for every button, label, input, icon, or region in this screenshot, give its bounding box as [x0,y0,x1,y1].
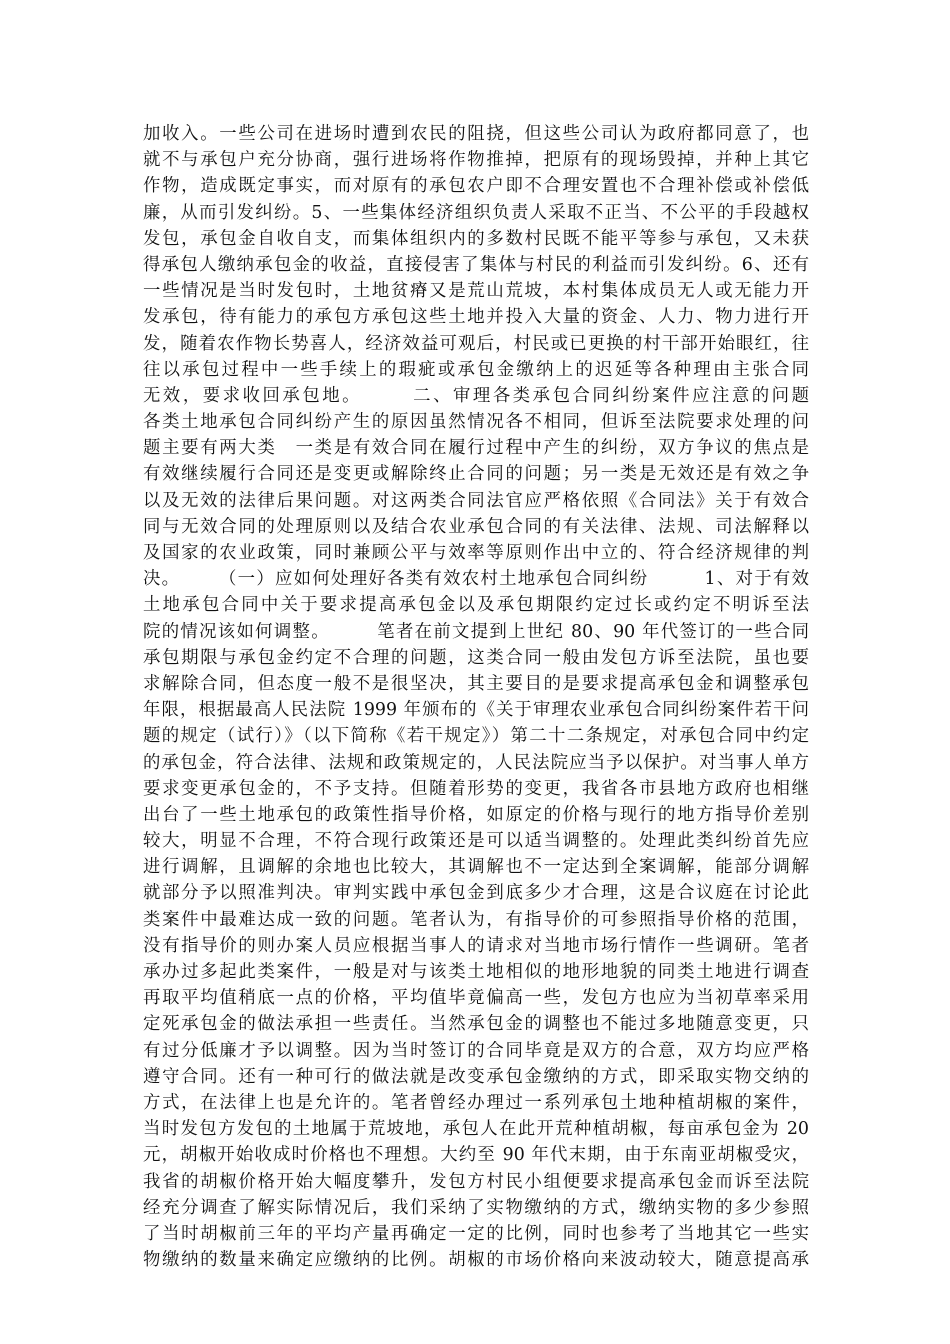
text-line: 决。 （一）应如何处理好各类有效农村土地承包合同纠纷 1、对于有效 [143,569,809,590]
text-line: 加收入。一些公司在进场时遭到农民的阻挠，但这些公司认为政府都同意了，也 [143,124,809,144]
text-line: 得承包人缴纳承包金的收益，直接侵害了集体与村民的利益而引发纠纷。6、还有 [143,254,809,275]
text-line: 定死承包金的做法承担一些责任。当然承包金的调整也不能过多地随意变更，只 [143,1014,809,1035]
text-line: 土地承包合同中关于要求提高承包金以及承包期限约定过长或约定不明诉至法 [143,595,809,616]
text-line: 发，随着农作物长势喜人，经济效益可观后，村民或已更换的村干部开始眼红，往 [143,333,809,354]
text-line: 较大，明显不合理，不符合现行政策还是可以适当调整的。处理此类纠纷首先应 [143,831,809,852]
text-line: 了当时胡椒前三年的平均产量再确定一定的比例，同时也参考了当地其它一些实 [143,1223,809,1244]
text-line: 就部分予以照准判决。审判实践中承包金到底多少才合理，这是合议庭在讨论此 [143,883,809,904]
text-line: 遵守合同。还有一种可行的做法就是改变承包金缴纳的方式，即采取实物交纳的 [143,1066,809,1087]
text-line: 物缴纳的数量来确定应缴纳的比例。胡椒的市场价格向来波动较大，随意提高承 [143,1250,809,1271]
text-line: 经充分调查了解实际情况后，我们采纳了实物缴纳的方式，缴纳实物的多少参照 [143,1197,809,1218]
text-line: 以及无效的法律后果问题。对这两类合同法官应严格依照《合同法》关于有效合 [143,490,809,511]
text-line: 有效继续履行合同还是变更或解除终止合同的问题；另一类是无效还是有效之争 [143,464,809,485]
text-line: 发承包，待有能力的承包方承包这些土地并投入大量的资金、人力、物力进行开 [143,307,809,328]
text-line: 年限，根据最高人民法院 1999 年颁布的《关于审理农业承包合同纠纷案件若干问 [143,700,809,721]
text-line: 承办过多起此类案件，一般是对与该类土地相似的地形地貌的同类土地进行调查 [143,962,809,982]
text-line: 往以承包过程中一些手续上的瑕疵或承包金缴纳上的迟延等各种理由主张合同 [143,359,809,380]
text-line: 各类土地承包合同纠纷产生的原因虽然情况各不相同，但诉至法院要求处理的问 [143,412,809,433]
text-line: 进行调解，且调解的余地也比较大，其调解也不一定达到全案调解，能部分调解 [143,857,809,878]
text-line: 没有指导价的则办案人员应根据当事人的请求对当地市场行情作一些调研。笔者 [143,935,809,956]
text-line: 类案件中最难达成一致的问题。笔者认为，有指导价的可参照指导价格的范围， [143,909,809,930]
text-line: 元，胡椒开始收成时价格也不理想。大约至 90 年代末期，由于东南亚胡椒受灾， [143,1145,809,1166]
text-line: 我省的胡椒价格开始大幅度攀升，发包方村民小组便要求提高承包金而诉至法院 [143,1171,809,1192]
text-line: 承包期限与承包金约定不合理的问题，这类合同一般由发包方诉至法院，虽也要 [143,647,809,668]
text-line: 无效，要求收回承包地。 二、审理各类承包合同纠纷案件应注意的问题 [143,385,809,406]
text-line: 方式，在法律上也是允许的。笔者曾经办理过一系列承包土地种植胡椒的案件， [143,1092,809,1113]
text-line: 廉，从而引发纠纷。5、一些集体经济组织负责人采取不正当、不公平的手段越权 [143,202,809,223]
text-line: 作物，造成既定事实，而对原有的承包农户即不合理安置也不合理补偿或补偿低 [143,176,809,197]
text-line: 求解除合同，但态度一般不是很坚决，其主要目的是要求提高承包金和调整承包 [143,673,809,694]
text-line: 发包，承包金自收自支，而集体组织内的多数村民既不能平等参与承包，又未获 [143,228,809,249]
text-line: 出台了一些土地承包的政策性指导价格，如原定的价格与现行的地方指导价差别 [143,804,809,825]
text-line: 题主要有两大类 一类是有效合同在履行过程中产生的纠纷，双方争议的焦点是 [143,438,809,459]
document-body [143,121,809,1273]
text-line: 一些情况是当时发包时，土地贫瘠又是荒山荒坡，本村集体成员无人或无能力开 [143,281,809,302]
text-line: 的承包金，符合法律、法规和政策规定的，人民法院应当予以保护。对当事人单方 [143,752,809,773]
text-line: 及国家的农业政策，同时兼顾公平与效率等原则作出中立的、符合经济规律的判 [143,543,809,563]
text-line: 要求变更承包金的，不予支持。但随着形势的变更，我省各市县地方政府也相继 [143,778,809,799]
text-line: 题的规定（试行）》（以下简称《若干规定》）第二十二条规定，对承包合同中约定 [143,726,809,747]
text-line: 就不与承包户充分协商，强行进场将作物推掉，把原有的现场毁掉，并种上其它 [143,150,809,171]
text-line: 有过分低廉才予以调整。因为当时签订的合同毕竟是双方的合意，双方均应严格 [143,1040,809,1061]
text-line: 当时发包方发包的土地属于荒坡地，承包人在此开荒种植胡椒，每亩承包金为 20 [143,1119,809,1140]
text-line: 院的情况该如何调整。 笔者在前文提到上世纪 80、90 年代签订的一些合同 [143,621,809,642]
text-line: 同与无效合同的处理原则以及结合农业承包合同的有关法律、法规、司法解释以 [143,516,809,537]
text-line: 再取平均值稍底一点的价格，平均值毕竟偏高一些，发包方也应为当初草率采用 [143,988,809,1009]
